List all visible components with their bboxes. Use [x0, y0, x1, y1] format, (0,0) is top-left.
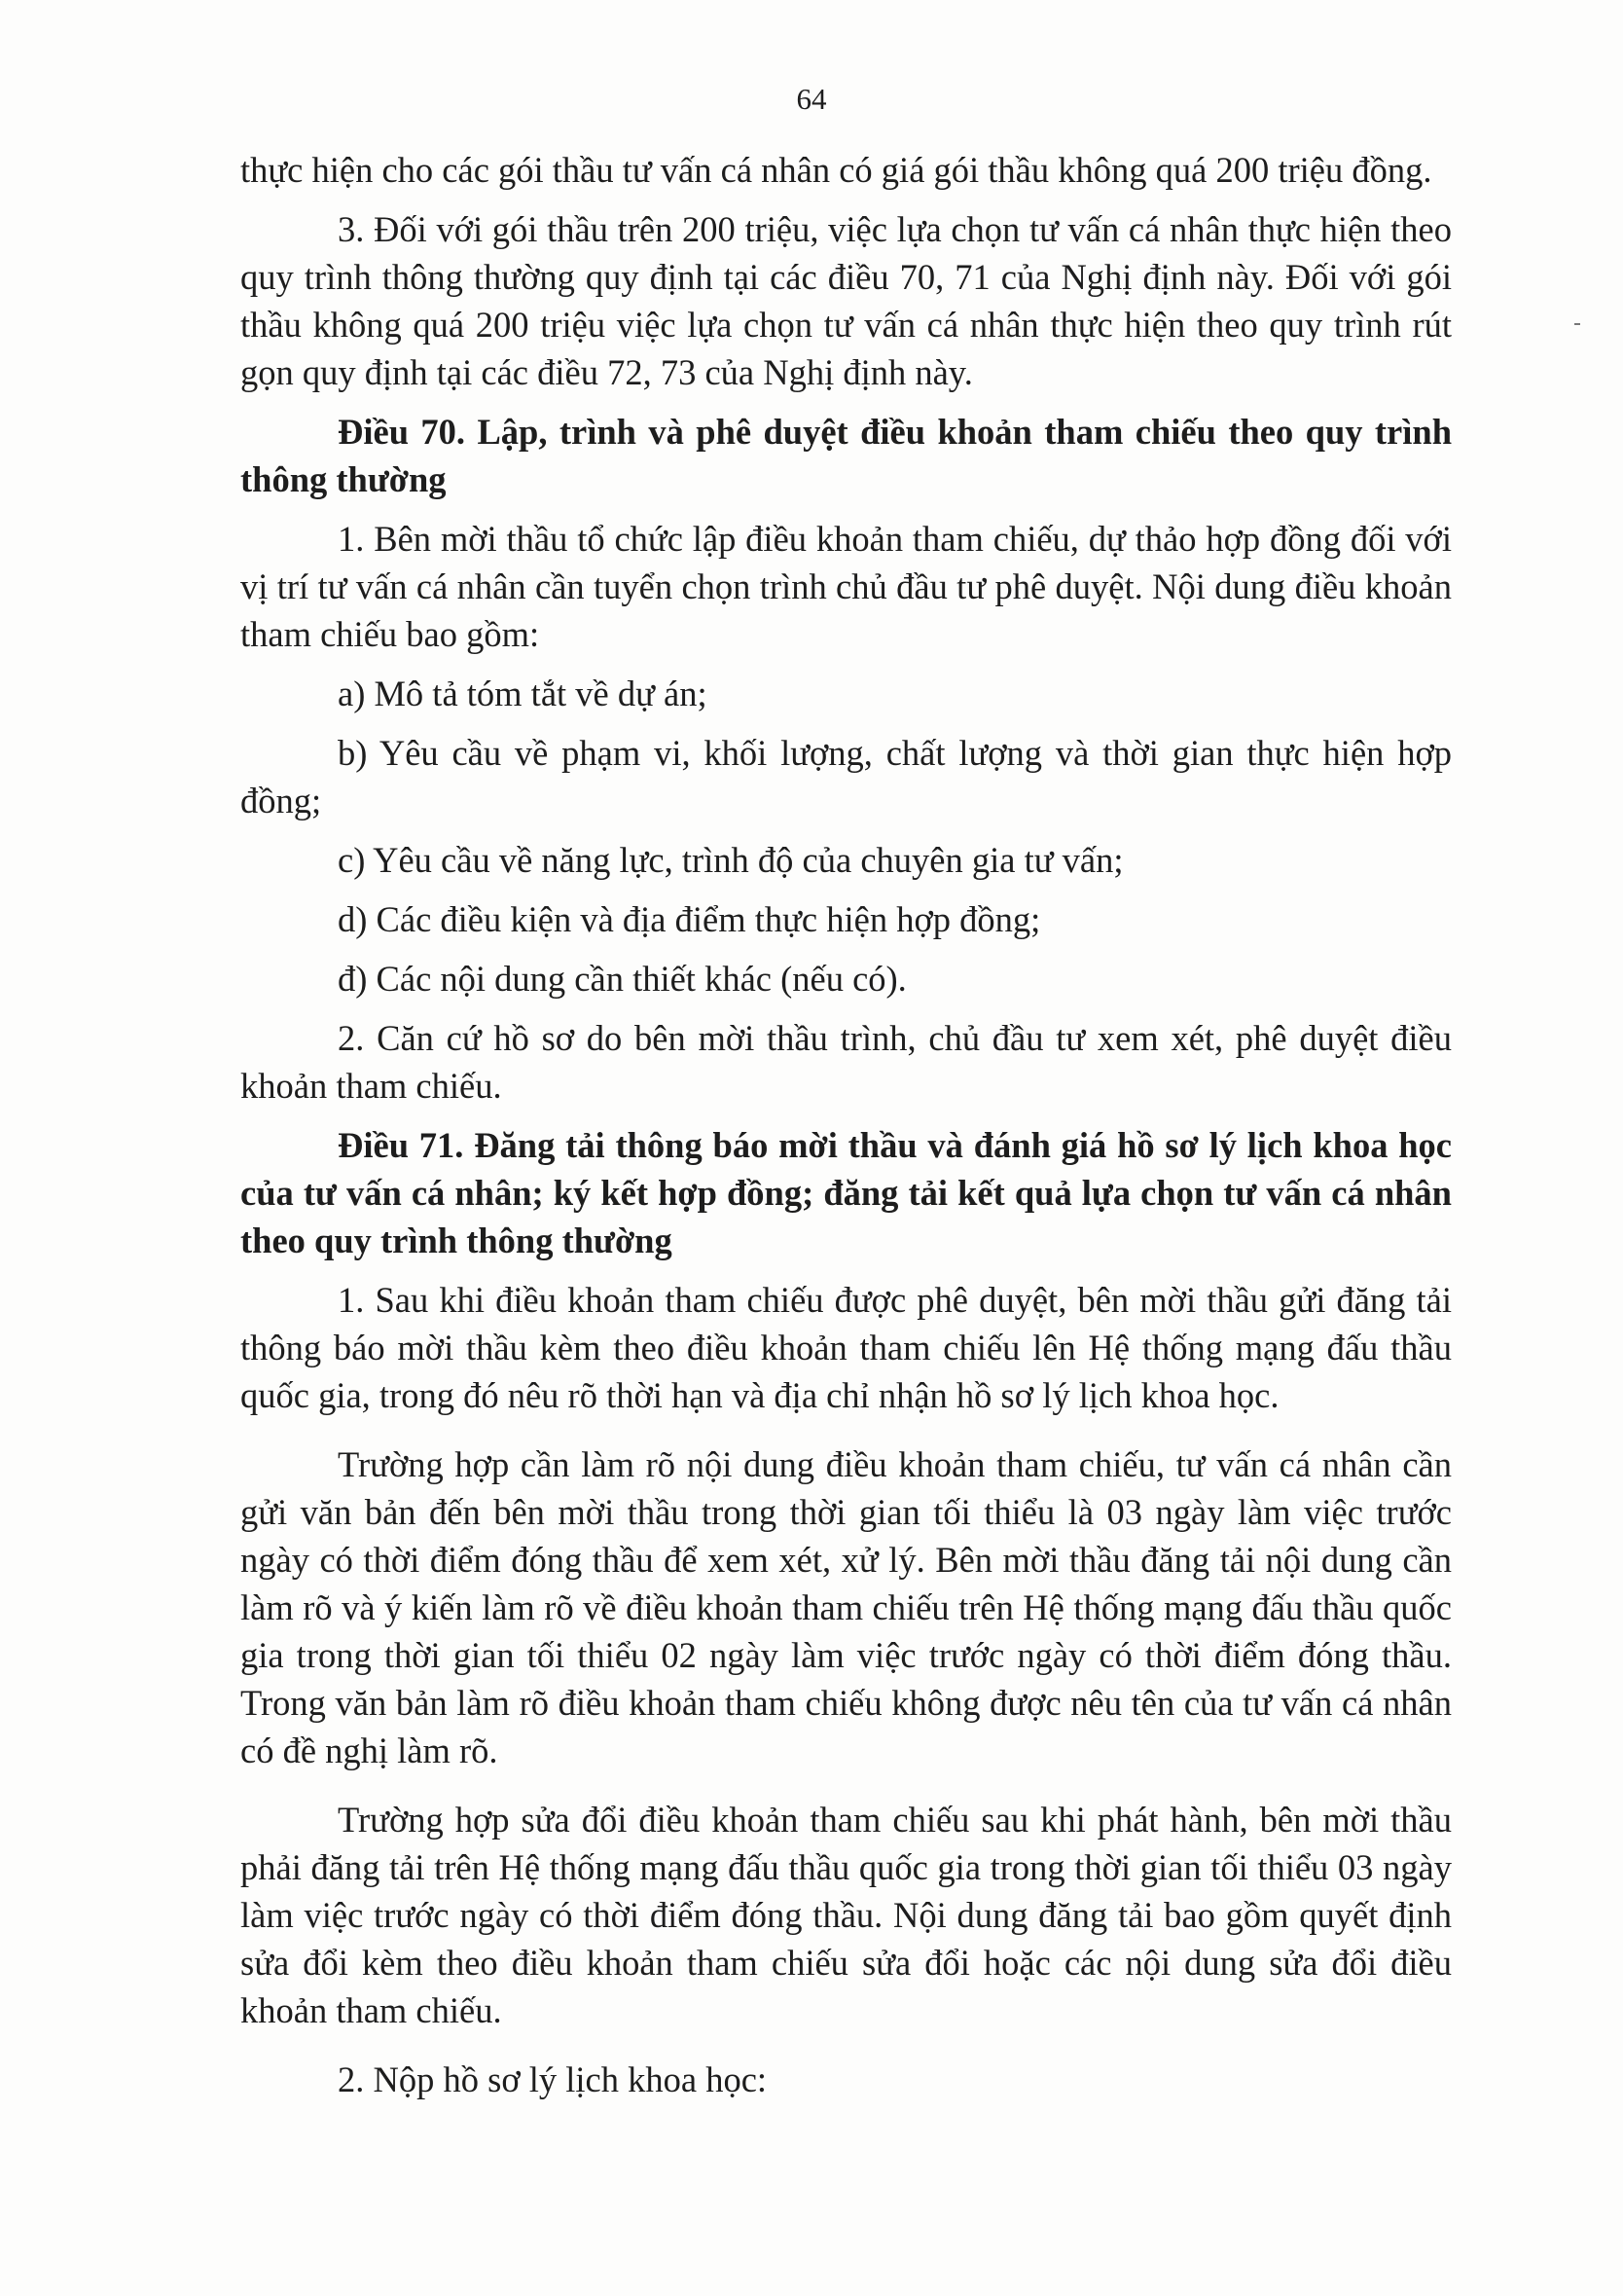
scan-mark: [1574, 323, 1580, 325]
list-item-dd: đ) Các nội dung cần thiết khác (nếu có).: [338, 959, 907, 999]
list-item-c: c) Yêu cầu về năng lực, trình độ của chuyên gia tư vấn;: [338, 840, 1124, 880]
list-item-d: d) Các điều kiện và địa điểm thực hiện hợp đồng;: [338, 899, 1041, 939]
paragraph-70-clause-2: 2. Căn cứ hồ sơ do bên mời thầu trình, chủ đầu tư xem xét, phê duyệt điều khoản tham chiếu.: [240, 1018, 1452, 1106]
paragraph-continuation: thực hiện cho các gói thầu tư vấn cá nhân có giá gói thầu không quá 200 triệu đồng.: [240, 150, 1432, 190]
article-71-heading: Điều 71. Đăng tải thông báo mời thầu và đánh giá hồ sơ lý lịch khoa học của tư vấn cá nhân; ký kết hợp đồng; đăng tải kết quả lựa chọn tư vấn cá nhân theo quy trình thông thường: [240, 1125, 1452, 1260]
paragraph-clarification: Trường hợp cần làm rõ nội dung điều khoản tham chiếu, tư vấn cá nhân cần gửi văn bản đến bên mời thầu trong thời gian tối thiểu là 03 ngày làm việc trước ngày có thời điểm đóng thầu để xem xét, xử lý. Bên mời thầu đăng tải nội dung cần làm rõ và ý kiến làm rõ về điều khoản tham chiếu trên Hệ thống mạng đấu thầu quốc gia trong thời gian tối thiểu 02 ngày làm việc trước ngày có thời điểm đóng thầu. Trong văn bản làm rõ điều khoản tham chiếu không được nêu tên của tư vấn cá nhân có đề nghị làm rõ.: [240, 1444, 1452, 1770]
document-body: [240, 146, 1452, 2117]
paragraph-clause-3: 3. Đối với gói thầu trên 200 triệu, việc lựa chọn tư vấn cá nhân thực hiện theo quy trình thông thường quy định tại các điều 70, 71 của Nghị định này. Đối với gói thầu không quá 200 triệu việc lựa chọn tư vấn cá nhân thực hiện theo quy trình rút gọn quy định tại các điều 72, 73 của Nghị định này.: [240, 209, 1452, 392]
paragraph-70-clause-1: 1. Bên mời thầu tổ chức lập điều khoản tham chiếu, dự thảo hợp đồng đối với vị trí tư vấn cá nhân cần tuyển chọn trình chủ đầu tư phê duyệt. Nội dung điều khoản tham chiếu bao gồm:: [240, 519, 1452, 654]
list-item-b: b) Yêu cầu về phạm vi, khối lượng, chất lượng và thời gian thực hiện hợp đồng;: [240, 733, 1452, 820]
paragraph-71-clause-1: 1. Sau khi điều khoản tham chiếu được phê duyệt, bên mời thầu gửi đăng tải thông báo mời thầu kèm theo điều khoản tham chiếu lên Hệ thống mạng đấu thầu quốc gia, trong đó nêu rõ thời hạn và địa chỉ nhận hồ sơ lý lịch khoa học.: [240, 1280, 1452, 1415]
list-item-a: a) Mô tả tóm tắt về dự án;: [338, 674, 707, 713]
paragraph-71-clause-2: 2. Nộp hồ sơ lý lịch khoa học:: [338, 2059, 768, 2099]
paragraph-amendment: Trường hợp sửa đổi điều khoản tham chiếu sau khi phát hành, bên mời thầu phải đăng tải trên Hệ thống mạng đấu thầu quốc gia trong thời gian tối thiểu 03 ngày làm việc trước ngày có thời điểm đóng thầu. Nội dung đăng tải bao gồm quyết định sửa đổi kèm theo điều khoản tham chiếu sửa đổi hoặc các nội dung sửa đổi điều khoản tham chiếu.: [240, 1800, 1452, 2030]
page-number: 64: [796, 82, 827, 116]
article-70-heading: Điều 70. Lập, trình và phê duyệt điều khoản tham chiếu theo quy trình thông thường: [240, 412, 1452, 499]
